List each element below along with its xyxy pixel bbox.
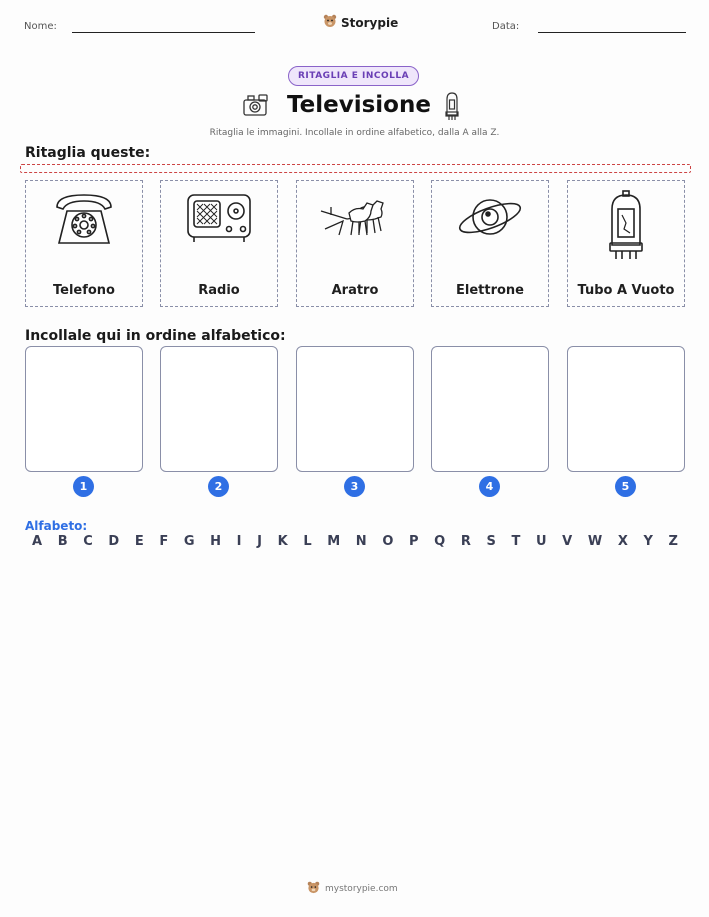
paste-box-3[interactable] (296, 346, 414, 472)
card-label: Elettrone (456, 283, 524, 298)
number-badge-4: 4 (479, 476, 500, 497)
plough-icon (317, 189, 393, 245)
vacuum-tube-title-icon (444, 91, 460, 125)
number-badge-5: 5 (615, 476, 636, 497)
cut-card-tubo[interactable] (567, 180, 685, 307)
letter: W (587, 534, 603, 549)
letter: E (134, 534, 144, 549)
activity-badge: RITAGLIA E INCOLLA (288, 66, 419, 86)
letter: O (382, 534, 394, 549)
cut-card-radio[interactable] (160, 180, 278, 307)
name-line[interactable] (72, 32, 255, 33)
letter: H (210, 534, 222, 549)
letter: B (57, 534, 68, 549)
name-label: Nome: (24, 21, 57, 32)
letter: Z (668, 534, 678, 549)
bear-icon (323, 14, 337, 31)
paste-box-1[interactable] (25, 346, 143, 472)
card-label: Telefono (52, 283, 115, 298)
paste-heading: Incollale qui in ordine alfabetico: (25, 328, 286, 344)
date-line[interactable] (538, 32, 686, 33)
number-badge-1: 1 (73, 476, 94, 497)
footer-url[interactable]: mystorypie.com (325, 884, 398, 894)
letter: P (409, 534, 419, 549)
alphabet-row (32, 534, 678, 549)
letter: A (32, 534, 43, 549)
number-badge-3: 3 (344, 476, 365, 497)
letter: T (511, 534, 521, 549)
brand-name: Storypie (341, 15, 399, 30)
brand-logo (323, 14, 398, 31)
letter: L (303, 534, 312, 549)
cut-line (20, 164, 691, 173)
footer (307, 881, 398, 897)
cut-card-elettrone[interactable] (431, 180, 549, 307)
letter: Q (434, 534, 446, 549)
letter: F (159, 534, 169, 549)
letter: M (327, 534, 341, 549)
letter: Y (643, 534, 653, 549)
radio-icon (184, 189, 254, 245)
cut-card-aratro[interactable] (296, 180, 414, 307)
letter: G (183, 534, 195, 549)
letter: R (460, 534, 471, 549)
letter: U (535, 534, 547, 549)
paste-box-2[interactable] (160, 346, 278, 472)
date-label: Data: (492, 21, 520, 32)
electron-icon (455, 189, 525, 245)
letter: I (236, 534, 242, 549)
card-label: Tubo A Vuoto (577, 283, 675, 298)
vacuum-tube-icon (604, 189, 648, 263)
letter: D (108, 534, 120, 549)
page-title: Televisione (287, 92, 431, 118)
instructions: Ritaglia le immagini. Incollale in ordine alfabetico, dalla A alla Z. (209, 128, 500, 138)
letter: C (83, 534, 93, 549)
card-label: Aratro (331, 283, 379, 298)
letter: K (277, 534, 288, 549)
letter: X (617, 534, 628, 549)
alphabet-label: Alfabeto: (25, 519, 88, 533)
letter: N (355, 534, 367, 549)
telephone-icon (49, 189, 119, 249)
cut-heading: Ritaglia queste: (25, 145, 151, 161)
paste-box-5[interactable] (567, 346, 685, 472)
cut-card-telefono[interactable] (25, 180, 143, 307)
card-label: Radio (198, 283, 240, 298)
letter: V (562, 534, 573, 549)
number-badge-2: 2 (208, 476, 229, 497)
letter: S (486, 534, 496, 549)
letter: J (257, 534, 262, 549)
bear-icon (307, 881, 320, 897)
paste-box-4[interactable] (431, 346, 549, 472)
camera-icon (242, 92, 270, 122)
